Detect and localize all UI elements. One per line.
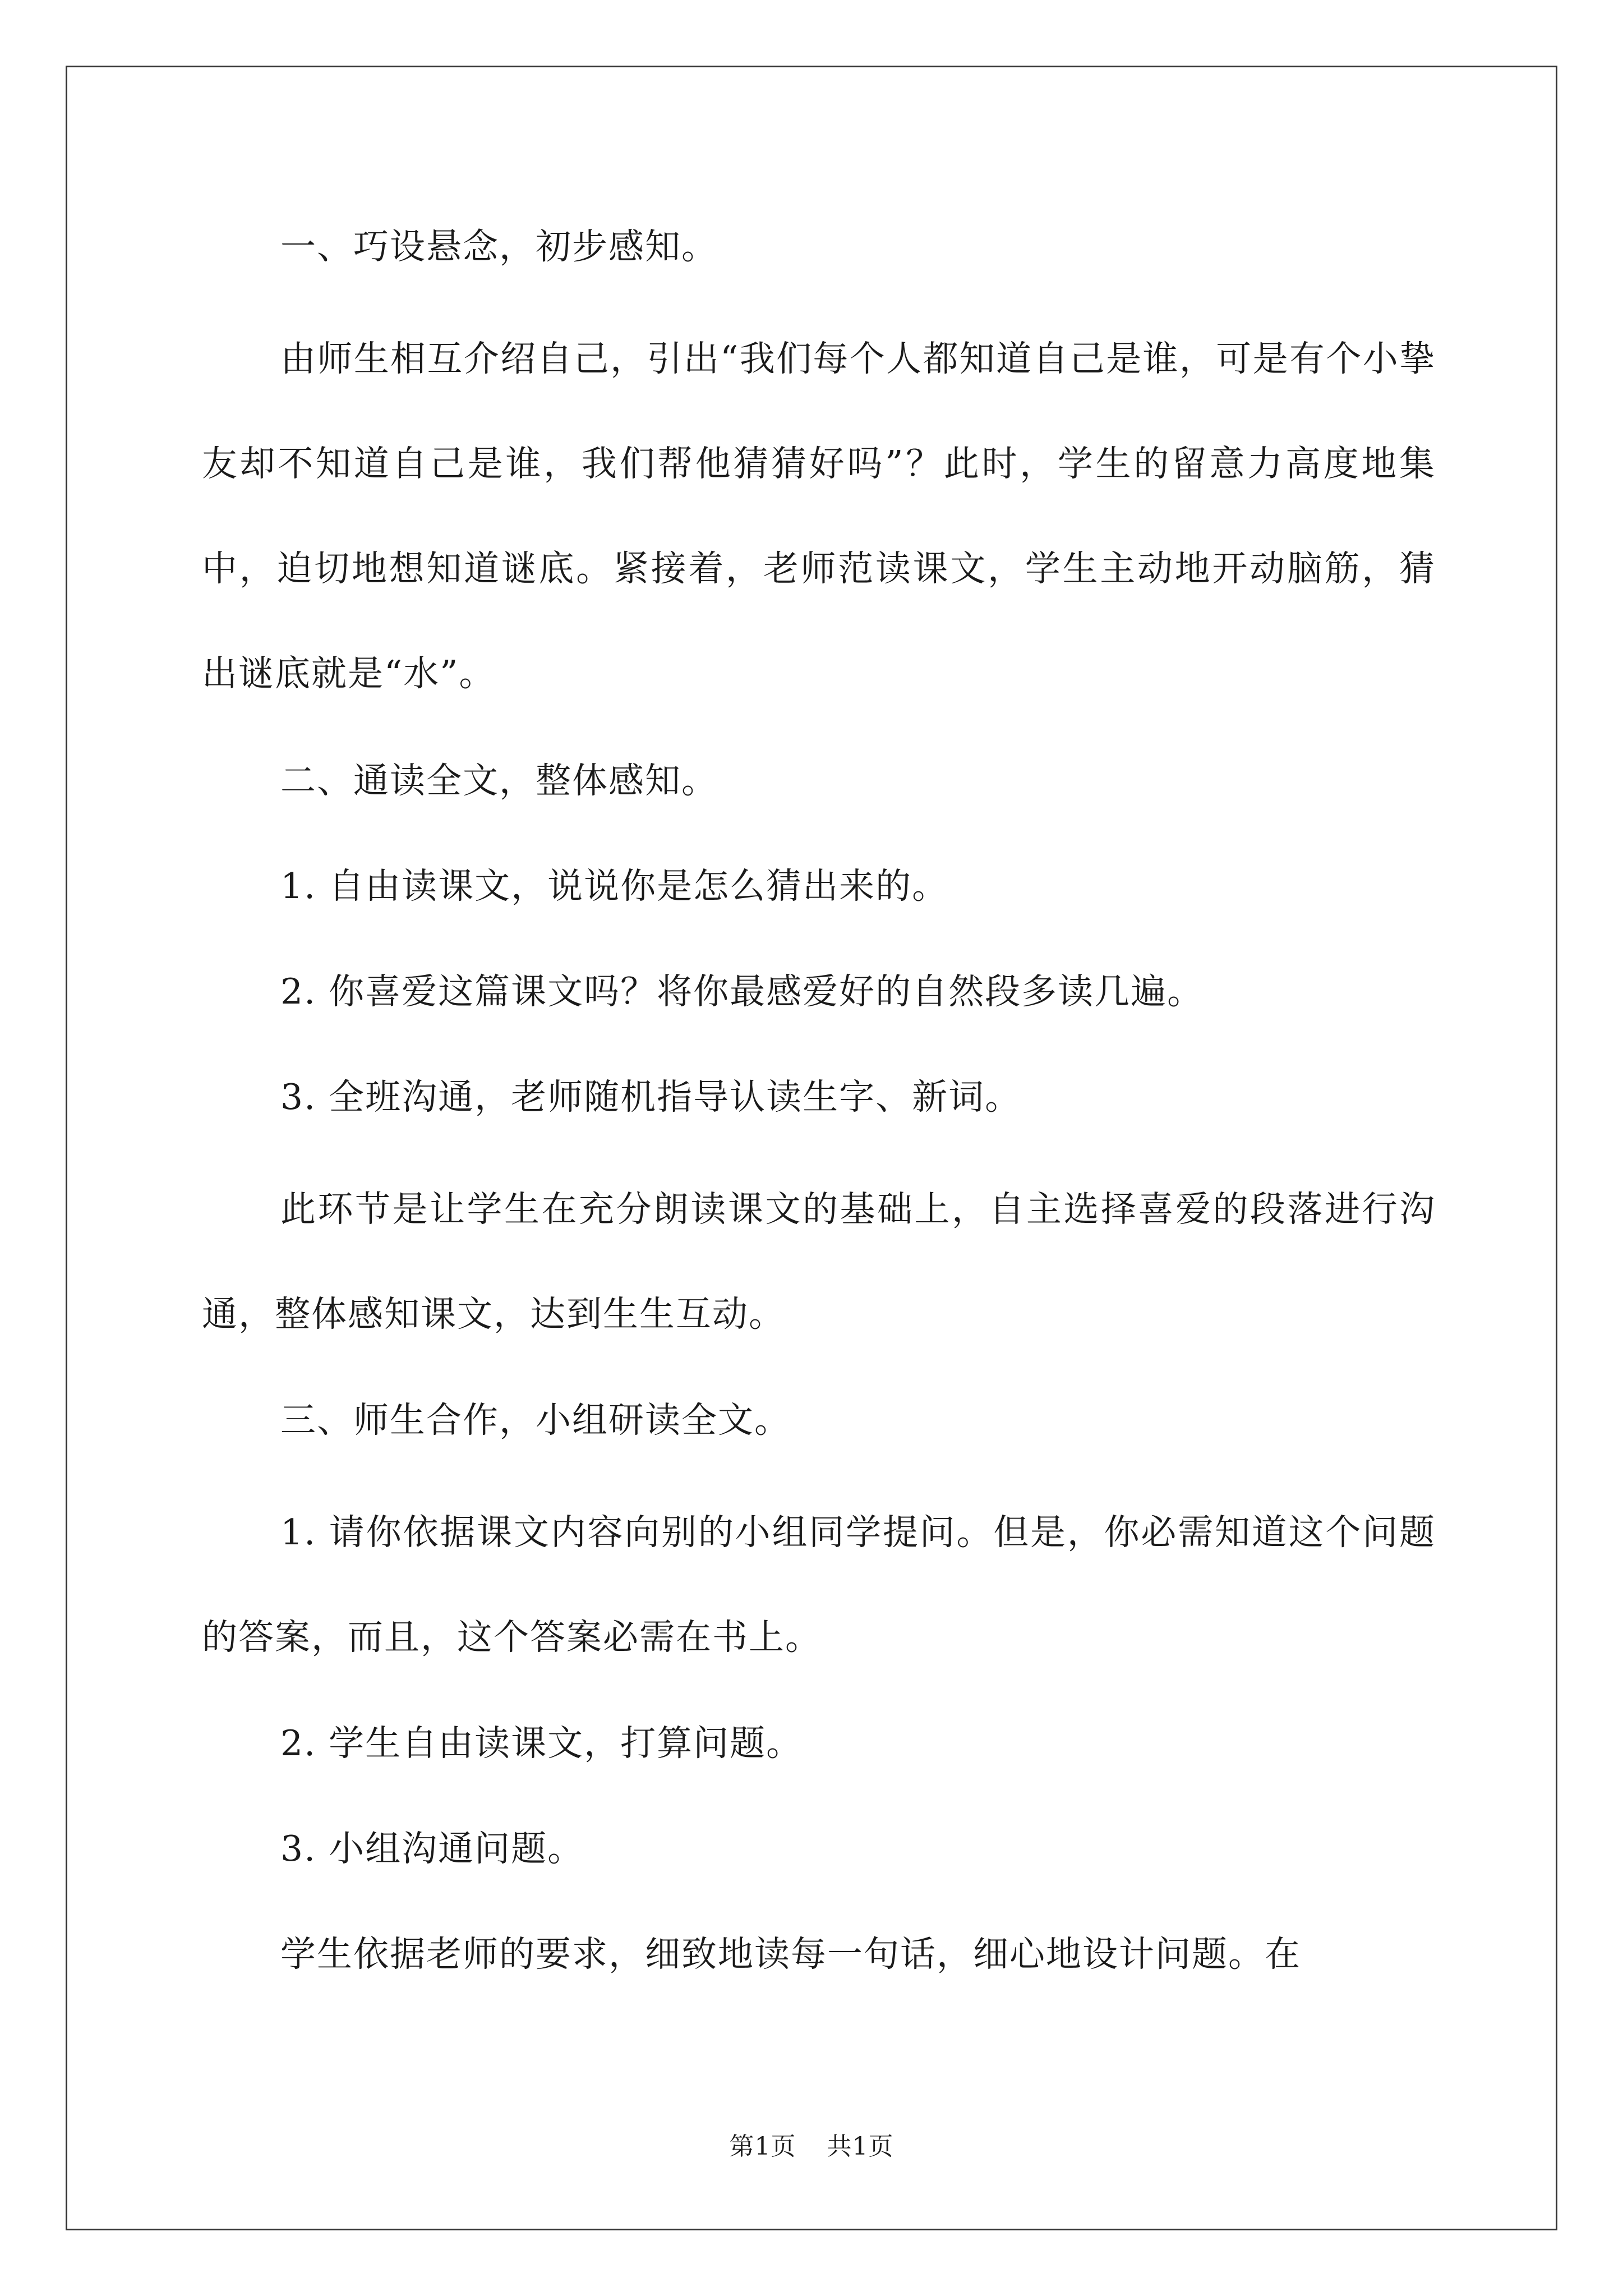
section-heading-1: 一、巧设悬念，初步感知。: [280, 226, 718, 267]
section-heading-2: 二、通读全文，整体感知。: [280, 760, 718, 801]
page-number-total: 共1页: [827, 2132, 894, 2161]
list-item-2-2: 2. 你喜爱这篇课文吗？将你最感爱好的自然段多读几遍。: [280, 971, 1204, 1012]
list-item-2-1: 1. 自由读课文，说说你是怎么猜出来的。: [280, 866, 949, 907]
list-item-3-1: 1. 请你依据课文内容向别的小组同学提问。但是，你必需知道这个问题的答案，而且，这个答案必需在书上。: [202, 1512, 1436, 1658]
body-paragraph-intro: 由师生相互介绍自己，引出“我们每个人都知道自己是谁，可是有个小挚友却不知道自己是谁，我们帮他猜猜好吗”？此时，学生的留意力高度地集中，迫切地想知道谜底。紧接着，老师范读课文，学生主动地开动脑筋，猜出谜底就是“水”。: [202, 338, 1436, 694]
body-paragraph-summary: 此环节是让学生在充分朗读课文的基础上，自主选择喜爱的段落进行沟通，整体感知课文，达到生生互动。: [202, 1189, 1436, 1335]
section-heading-3: 三、师生合作，小组研读全文。: [280, 1400, 791, 1441]
list-item-3-3: 3. 小组沟通问题。: [280, 1828, 584, 1869]
list-item-3-2: 2. 学生自由读课文，打算问题。: [280, 1723, 803, 1764]
page-number-current: 第1页: [729, 2132, 796, 2161]
page-footer: [0, 2126, 1623, 2162]
body-paragraph-final: 学生依据老师的要求，细致地读每一句话，细心地设计问题。在: [280, 1934, 1301, 1975]
list-item-2-3: 3. 全班沟通，老师随机指导认读生字、新词。: [280, 1076, 1022, 1117]
